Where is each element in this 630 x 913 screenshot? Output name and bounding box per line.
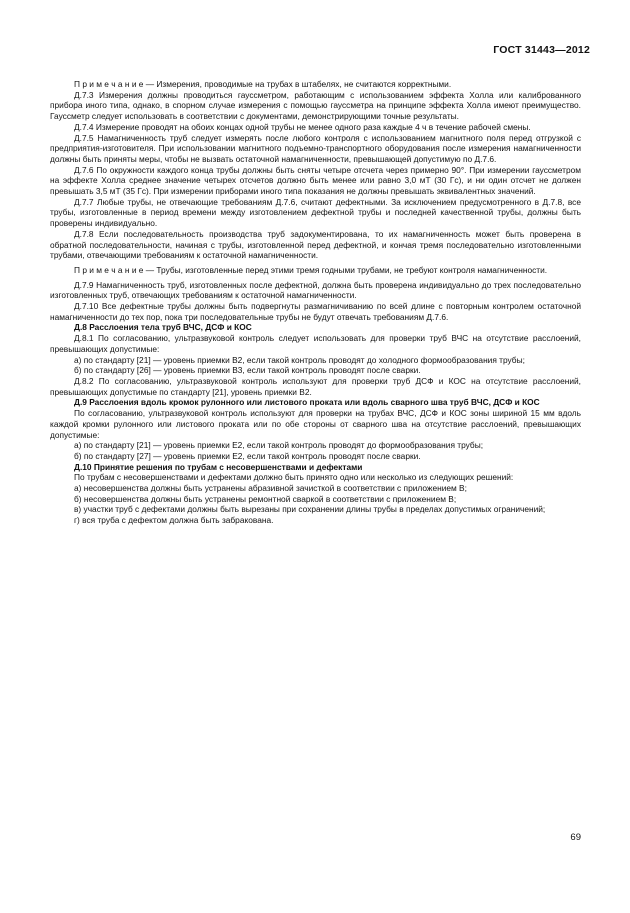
page-number: 69: [570, 832, 581, 843]
paragraph: [50, 483, 581, 494]
paragraph-text: — Измерения, проводимые на трубах в штабелях, не считаются корректными.: [143, 79, 452, 89]
paragraph: [50, 451, 581, 462]
paragraph: [50, 122, 581, 133]
note-paragraph: [50, 79, 581, 90]
paragraph-text: Д.7.10 Все дефектные трубы должны быть подвергнуты размагничиванию по всей длине с повторным контролем остаточной намагниченности до тех пор, пока три последовательные трубы не будут отвечать требованиям Д.7.6.: [50, 301, 581, 322]
paragraph-text: По трубам с несовершенствами и дефектами должно быть принято одно или несколько из следующих решений:: [74, 472, 514, 483]
paragraph: [50, 504, 581, 515]
paragraph-text: Д.7.9 Намагниченность труб, изготовленных после дефектной, должна быть проверена индивидуально до трех последовательно изготовленных труб, отвечающих требованиям к остаточной намагниченности.: [50, 279, 581, 301]
paragraph-text: Д.8.2 По согласованию, ультразвуковой контроль используют для проверки труб ДСФ и КОС на отсутствие расслоений, превышающих допустимые по стандарту [21], уровень приемки В2.: [50, 375, 581, 397]
section-heading: [50, 462, 581, 473]
note-label: П р и м е ч а н и е: [74, 264, 144, 275]
paragraph-text: Д.8.1 По согласованию, ультразвуковой контроль следует использовать для проверки труб ВЧС на отсутствие расслоений, превышающих допустимые:: [50, 333, 581, 354]
paragraph-text: Д.7.6 По окружности каждого конца трубы должны быть сняты четыре отсчета через примерно 90°. При измерении гауссметром на эффекте Холла среднее значение четырех отсчетов должно быть менее или равно 3,0 мТ (30 Гс), и ни один отсчет не должен превышать 3,5 мТ (35 Гс). При измерении приборами иного типа показания не должны превышать эквивалентных значений.: [50, 164, 581, 197]
paragraph: [50, 197, 581, 229]
paragraph-text: б) по стандарту [27] — уровень приемки Е2, если такой контроль проводят после сварки.: [74, 450, 421, 461]
paragraph-text: б) по стандарту [26] — уровень приемки В3, если такой контроль проводят после сварки.: [74, 365, 421, 376]
paragraph-text: Д.7.5 Намагниченность труб следует измерять после любого контроля с использованием магнитного поля перед отгрузкой с предприятия-изготовителя. При использовании магнитного подъемно-транспортного оборудования после измерения намагниченности должны быть приняты меры, чтобы не вызвать остаточной намагниченности, превышающей допустимую по Д.7.6.: [50, 132, 581, 164]
paragraph: [50, 333, 581, 354]
paragraph-text: а) несовершенства должны быть устранены абразивной зачисткой в соответствии с приложением В;: [74, 483, 467, 494]
paragraph-text: Д.7.3 Измерения должны проводиться гауссметром, работающим с использованием эффекта Холла или калиброванного прибора иного типа, однако, в спорном случае измерения с помощью гауссметра на принципе эффекта Холла имеют преимущество. Гауссметр следует использовать в соответствии с документами, демонстрирующими точные результаты.: [50, 89, 581, 122]
paragraph: [50, 133, 581, 165]
section-heading: [50, 397, 581, 408]
paragraph: [50, 165, 581, 197]
paragraph-text: в) участки труб с дефектами должны быть вырезаны при сохранении длины трубы в пределах допустимых ограничений;: [74, 504, 546, 515]
paragraph: [50, 472, 581, 483]
paragraph: [50, 365, 581, 376]
paragraph-text: а) по стандарту [21] — уровень приемки В2, если такой контроль проводят до холодного формообразования трубы;: [74, 354, 525, 365]
note-label: П р и м е ч а н и е: [74, 79, 144, 89]
paragraph: [50, 440, 581, 451]
paragraph-text: Д.7.8 Если последовательность производства труб задокументирована, то их намагниченность может быть проверена в обратной последовательности, начиная с трубы, изготовленной перед дефектной, и кончая тремя последовательно изготовленными трубами, отвечающими требованиям к остаточной намагниченности.: [50, 228, 581, 261]
paragraph-text: По согласованию, ультразвуковой контроль используют для проверки на трубах ВЧС, ДСФ и КОС зоны шириной 15 мм вдоль каждой кромки рулонного или листового проката или по обе стороны от сварного шва на отсутствие расслоений, превышающих допустимые:: [50, 408, 581, 440]
note-paragraph: [50, 265, 581, 276]
paragraph: [50, 301, 581, 322]
paragraph: [50, 90, 581, 122]
paragraph: [50, 515, 581, 526]
paragraph: [50, 408, 581, 440]
paragraph-text: а) по стандарту [21] — уровень приемки Е2, если такой контроль проводят до формообразования трубы;: [74, 440, 484, 451]
paragraph: [50, 355, 581, 366]
paragraph-text: Д.7.4 Измерение проводят на обоих концах одной трубы не менее одного раза каждые 4 ч в течение рабочей смены.: [74, 121, 531, 132]
paragraph: [50, 280, 581, 301]
paragraph: [50, 229, 581, 261]
paragraph-text: б) несовершенства должны быть устранены ремонтной сваркой в соответствии с приложением В;: [74, 493, 457, 504]
paragraph-text: Д.8 Расслоения тела труб ВЧС, ДСФ и КОС: [74, 322, 252, 333]
paragraph-text: Д.7.7 Любые трубы, не отвечающие требованиям Д.7.6, считают дефектными. За исключением предусмотренного в Д.7.8, все трубы, изготовленные в период времени между изготовлением дефектной трубы и последней качественной трубы, должны быть проверены индивидуально.: [50, 196, 581, 229]
paragraph-text: г) вся труба с дефектом должна быть забракована.: [74, 515, 274, 526]
document-header: ГОСТ 31443—2012: [493, 44, 590, 56]
section-heading: [50, 322, 581, 333]
paragraph-text: — Трубы, изготовленные перед этими тремя годными трубами, не требуют контроля намагниченности.: [143, 264, 548, 275]
paragraph-text: Д.10 Принятие решения по трубам с несовершенствами и дефектами: [74, 461, 363, 472]
paragraph-text: Д.9 Расслоения вдоль кромок рулонного или листового проката или вдоль сварного шва труб ВЧС, ДСФ и КОС: [74, 397, 540, 408]
paragraph: [50, 376, 581, 397]
document-body: [50, 79, 581, 526]
paragraph: [50, 494, 581, 505]
